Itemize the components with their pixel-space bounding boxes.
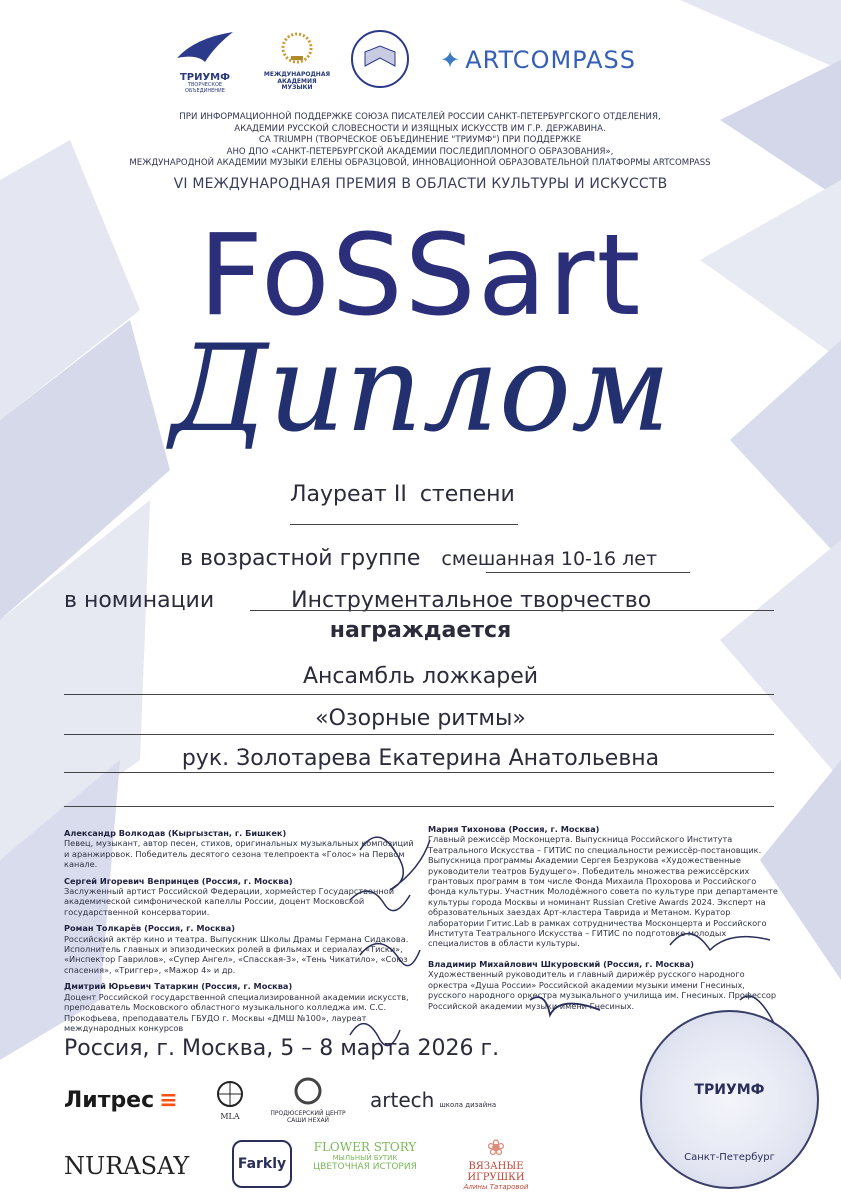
recipient-underline-3 bbox=[64, 772, 774, 773]
support-line: СА TRIUMPH (ТВОРЧЕСКОЕ ОБЪЕДИНЕНИЕ "ТРИУМФ") ПРИ ПОДДЕРЖКЕ bbox=[258, 135, 582, 145]
laureate-title: Лауреат II bbox=[290, 482, 407, 507]
mla-globe-icon bbox=[216, 1080, 244, 1108]
support-line: АКАДЕМИИ РУССКОЙ СЛОВЕСНОСТИ И ИЗЯЩНЫХ ИСКУССТВ ИМ Г.Р. ДЕРЖАВИНА. bbox=[234, 123, 606, 134]
jury-name: Александр Волкодав (Кыргызстан, г. Бишкек) bbox=[64, 828, 287, 838]
recipient-underline-2 bbox=[64, 734, 774, 735]
recipient-line-1: Ансамбль ложкарей bbox=[302, 664, 539, 689]
official-stamp bbox=[640, 1010, 819, 1189]
arttech-name: artech bbox=[370, 1088, 435, 1112]
support-line: ПРИ ИНФОРМАЦИОННОЙ ПОДДЕРЖКЕ СОЮЗА ПИСАТЕЛЕЙ РОССИИ САНКТ-ПЕТЕРБУРГСКОГО ОТДЕЛЕНИЯ, bbox=[179, 112, 661, 122]
academy-seal-logo bbox=[345, 28, 415, 94]
age-group-label: в возрастной группе bbox=[180, 546, 421, 571]
mla-name: MLA bbox=[220, 1112, 240, 1121]
nurasay-name: NURASAY bbox=[64, 1152, 190, 1180]
laureate-underline bbox=[290, 524, 518, 525]
header-logos bbox=[0, 28, 841, 108]
support-line: МЕЖДУНАРОДНОЙ АКАДЕМИИ МУЗЫКИ ЕЛЕНЫ ОБРАЗЦОВОЙ, ИННОВАЦИОННОЙ ОБРАЗОВАТЕЛЬНОЙ ПЛАТФОРМЫ ARTCOMPASS bbox=[129, 158, 711, 168]
age-group-row bbox=[180, 546, 700, 571]
jury-bio: Заслуженный артист Российской Федерации, хормейстер Государственной академической симфонической капеллы России, доцент Московской государственной консерватории. bbox=[64, 886, 395, 917]
toys-sub: Алины Татаровой bbox=[463, 1183, 529, 1191]
nomination-label: в номинации bbox=[64, 588, 215, 613]
bunny-icon: ❀ bbox=[486, 1136, 506, 1161]
crown-icon bbox=[277, 28, 317, 68]
laureate-row bbox=[290, 482, 650, 507]
producer-name: ПРОДЮСЕРСКИЙ ЦЕНТР САШИ НЕХАЙ bbox=[270, 1110, 346, 1124]
farkly-name: Farkly bbox=[237, 1156, 287, 1172]
jury-member bbox=[64, 981, 414, 1033]
jury-bio: Российский актёр кино и театра. Выпускник Школы Драмы Германа Сидакова. Исполнитель главных и эпизодических ролей в фильмах и сериалах «Тиски», «Инспектор Гаврилов», «Супер Ангел», «Спасская-3», «Тень Чикатило», «Союз спасения», «Триггер», «Мажор 4» и др. bbox=[64, 933, 409, 975]
jury-bio: Доцент Российской государственной специализированной академии искусств, преподаватель Московского областного музыкального колледжа им. С.С. Прокофьева, преподаватель ГБУДО г. Москвы «ДМШ №100», лауреат международных конкурсов bbox=[64, 991, 409, 1033]
partner-flower-story bbox=[310, 1140, 420, 1172]
jury-member bbox=[64, 876, 414, 918]
recipient-line-3: рук. Золотарева Екатерина Анатольевна bbox=[181, 746, 660, 771]
jury-member bbox=[428, 959, 778, 1011]
flower-story-name: FLOWER STORY bbox=[313, 1140, 417, 1154]
recipient-underline-4 bbox=[64, 806, 774, 807]
age-group-underline bbox=[486, 572, 690, 573]
litres-icon: ≡ bbox=[159, 1088, 178, 1113]
producer-icon bbox=[293, 1076, 323, 1106]
recipient-underline-1 bbox=[64, 694, 774, 695]
jury-bio: Художественный руководитель и главный дирижёр русского народного оркестра «Душа России» Российской академии музыки имени Гнесиных, русского народного оркестра музыкального училища им. Гнесиных. Профессор Российской академии музыки имени Гнесиных. bbox=[428, 969, 777, 1011]
laureate-suffix: степени bbox=[419, 482, 515, 507]
age-group-value: смешанная 10-16 лет bbox=[441, 548, 658, 570]
stamp-city: Санкт-Петербург bbox=[684, 1152, 775, 1163]
award-title: VI МЕЖДУНАРОДНАЯ ПРЕМИЯ В ОБЛАСТИ КУЛЬТУРЫ И ИСКУССТВ bbox=[173, 176, 668, 192]
partner-producer bbox=[268, 1076, 348, 1124]
jury-name: Владимир Михайлович Шкуровский (Россия, г. Москва) bbox=[428, 958, 694, 969]
artcompass-logo bbox=[440, 46, 670, 74]
nomination-value: Инструментальное творчество bbox=[291, 588, 652, 613]
litres-name: Литрес bbox=[64, 1088, 155, 1113]
jury-name: Сергей Игоревич Вепринцев (Россия, г. Москва) bbox=[64, 875, 293, 886]
book-seal-icon bbox=[349, 28, 411, 90]
nomination-underline bbox=[250, 610, 774, 611]
partner-mla bbox=[210, 1080, 250, 1121]
partner-farkly bbox=[232, 1140, 292, 1188]
flower-story-sub1: МЫЛЬНЫЙ БУТИК bbox=[332, 1154, 398, 1162]
jury-right-column bbox=[428, 824, 778, 1011]
partner-arttech bbox=[370, 1088, 496, 1112]
jury-name: Дмитрий Юрьевич Татаркин (Россия, г. Москва) bbox=[64, 981, 293, 992]
jury-bio: Главный режиссёр Москонцерта. Выпускница Российского Института Театрального Искусства – ГИТИС по специальности режиссёр-постановщик. Выпускница программы Академии Сергея Безрукова «Художественные руководители театров Будущего». Победитель множества режиссёрских грантовых программ в том числе Фонда Михаила Прохорова и Российского фонда культуры. Участник Молодёжного совета по культуре при департаменте культуры города Москвы и номинант Russian Cretive Awards 2024. Эксперт на образовательных заездах Арт-кластера Таврида и Метаном. Куратор лаборатории Гитис.Lab в рамках сотрудничества Москонцерта и Российского Института Театрального Искусства – ГИТИС по подготовке молодых специалистов в области культуры. bbox=[428, 834, 778, 949]
academy-logo bbox=[262, 28, 332, 92]
diploma-title: Диплом bbox=[170, 320, 671, 459]
partner-nurasay bbox=[64, 1152, 189, 1180]
flower-story-sub2: ЦВЕТОЧНАЯ ИСТОРИЯ bbox=[313, 1162, 417, 1172]
triumph-sub: ТВОРЧЕСКОЕ ОБЪЕДИНЕНИЕ bbox=[185, 82, 225, 94]
compass-icon: ✦ bbox=[440, 46, 461, 74]
jury-left-column bbox=[64, 828, 414, 1033]
support-line: АНО ДПО «САНКТ-ПЕТЕРБУРГСКОЙ АКАДЕМИИ ПОСЛЕДИПЛОМНОГО ОБРАЗОВАНИЯ», bbox=[226, 146, 614, 157]
support-text bbox=[120, 112, 720, 170]
jury-member bbox=[428, 824, 778, 949]
stamp-center: ТРИУМФ bbox=[694, 1082, 765, 1098]
academy-name: МЕЖДУНАРОДНАЯ АКАДЕМИЯ МУЗЫКИ bbox=[263, 71, 331, 92]
jury-bio: Певец, музыкант, автор песен, стихов, оригинальных музыкальных композиций и аранжировок. Победитель десятого сезона телепроекта «Голос» на Первом канале. bbox=[64, 838, 414, 870]
triumph-name: ТРИУМФ bbox=[179, 72, 231, 83]
partner-litres bbox=[64, 1088, 178, 1113]
event-date-location: Россия, г. Москва, 5 – 8 марта 2026 г. bbox=[64, 1036, 500, 1061]
toys-name: ВЯЗАНЫЕ ИГРУШКИ bbox=[467, 1161, 525, 1183]
brand-title: FoSSart bbox=[198, 211, 643, 341]
arttech-sub: школа дизайна bbox=[439, 1101, 497, 1109]
triumph-logo bbox=[170, 28, 240, 94]
artcompass-name: ARTCOMPASS bbox=[465, 46, 636, 74]
jury-name: Мария Тихонова (Россия, г. Москва) bbox=[428, 824, 600, 834]
bird-icon bbox=[175, 28, 235, 68]
jury-member bbox=[64, 828, 414, 870]
jury-member bbox=[64, 923, 414, 975]
awarded-label: награждается bbox=[329, 618, 512, 643]
jury-name: Роман Толкарёв (Россия, г. Москва) bbox=[64, 923, 235, 934]
partner-toys bbox=[440, 1136, 552, 1191]
recipient-line-2: «Озорные ритмы» bbox=[315, 706, 526, 731]
